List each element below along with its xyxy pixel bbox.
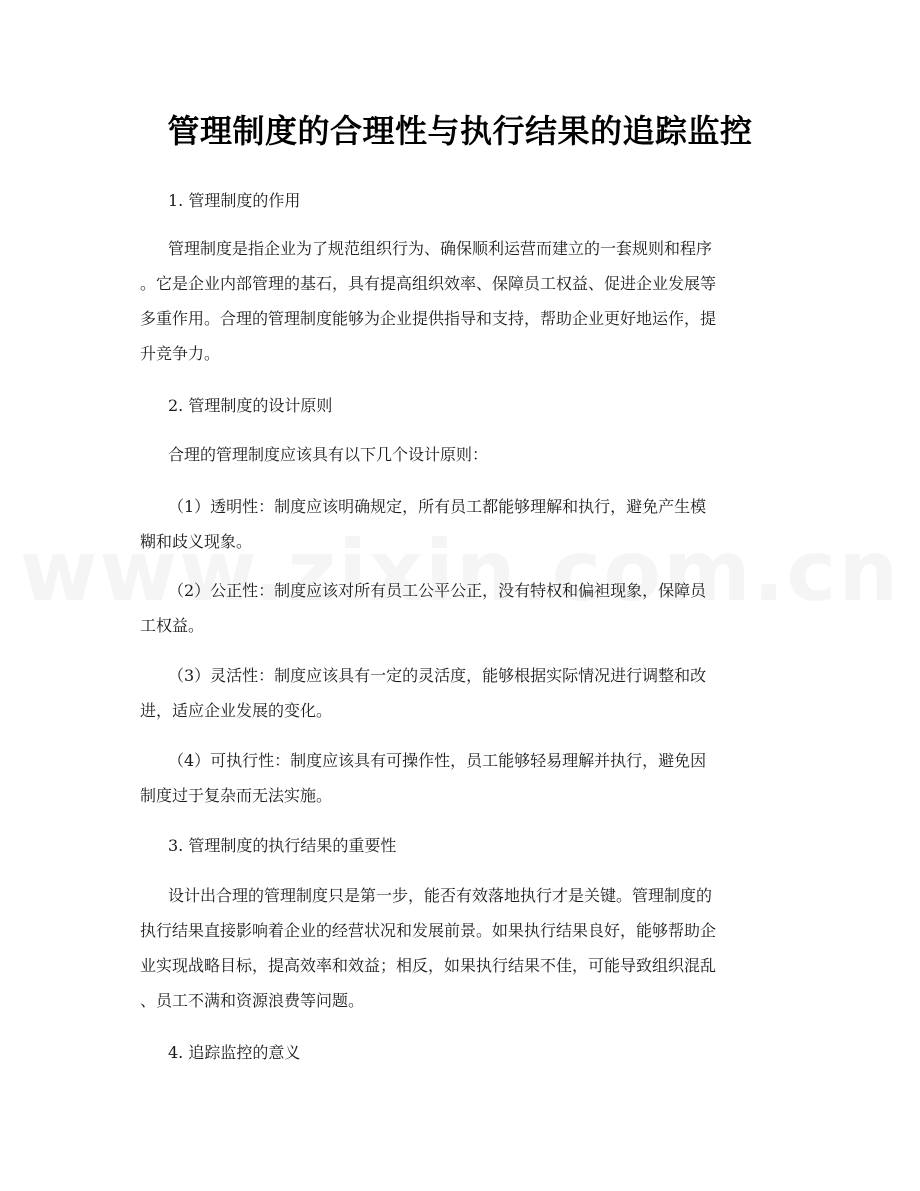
principle-item-2 <box>140 573 790 643</box>
principle-item-1 <box>140 489 790 559</box>
document-title: 管理制度的合理性与执行结果的追踪监控 <box>167 112 753 150</box>
section-heading-2: 2. 管理制度的设计原则 <box>168 396 333 415</box>
section-heading-3: 3. 管理制度的执行结果的重要性 <box>168 836 397 855</box>
principle-line: （3）灵活性：制度应该具有一定的灵活度，能够根据实际情况进行调整和改 <box>168 666 707 685</box>
section-heading-1: 1. 管理制度的作用 <box>168 191 301 210</box>
paragraph-line: 多重作用。合理的管理制度能够为企业提供指导和支持，帮助企业更好地运作，提 <box>140 309 717 328</box>
principle-line: （4）可执行性：制度应该具有可操作性，员工能够轻易理解并执行，避免因 <box>168 751 707 770</box>
paragraph-line: 。它是企业内部管理的基石，具有提高组织效率、保障员工权益、促进企业发展等 <box>140 274 717 293</box>
section-1-paragraph <box>140 231 790 371</box>
paragraph-line: 执行结果直接影响着企业的经营状况和发展前景。如果执行结果良好，能够帮助企 <box>140 921 717 940</box>
paragraph-line: 升竞争力。 <box>140 344 221 363</box>
section-3-paragraph <box>140 878 790 1018</box>
paragraph-line: 、员工不满和资源浪费等问题。 <box>140 991 365 1010</box>
principle-line: 进，适应企业发展的变化。 <box>140 701 333 720</box>
section-2-intro: 合理的管理制度应该具有以下几个设计原则： <box>168 445 489 464</box>
principle-line: 制度过于复杂而无法实施。 <box>140 786 333 805</box>
principle-item-3 <box>140 658 790 728</box>
section-heading-4: 4. 追踪监控的意义 <box>168 1043 301 1062</box>
paragraph-line: 业实现战略目标，提高效率和效益；相反，如果执行结果不佳，可能导致组织混乱 <box>140 956 717 975</box>
principle-item-4 <box>140 743 790 813</box>
principle-line: 糊和歧义现象。 <box>140 532 253 551</box>
principle-line: （2）公正性：制度应该对所有员工公平公正，没有特权和偏袒现象，保障员 <box>168 581 707 600</box>
paragraph-line: 设计出合理的管理制度只是第一步，能否有效落地执行才是关键。管理制度的 <box>168 886 713 905</box>
principle-line: 工权益。 <box>140 616 205 635</box>
paragraph-line: 管理制度是指企业为了规范组织行为、确保顺利运营而建立的一套规则和程序 <box>168 239 713 258</box>
principle-line: （1）透明性：制度应该明确规定，所有员工都能够理解和执行，避免产生模 <box>168 497 707 516</box>
